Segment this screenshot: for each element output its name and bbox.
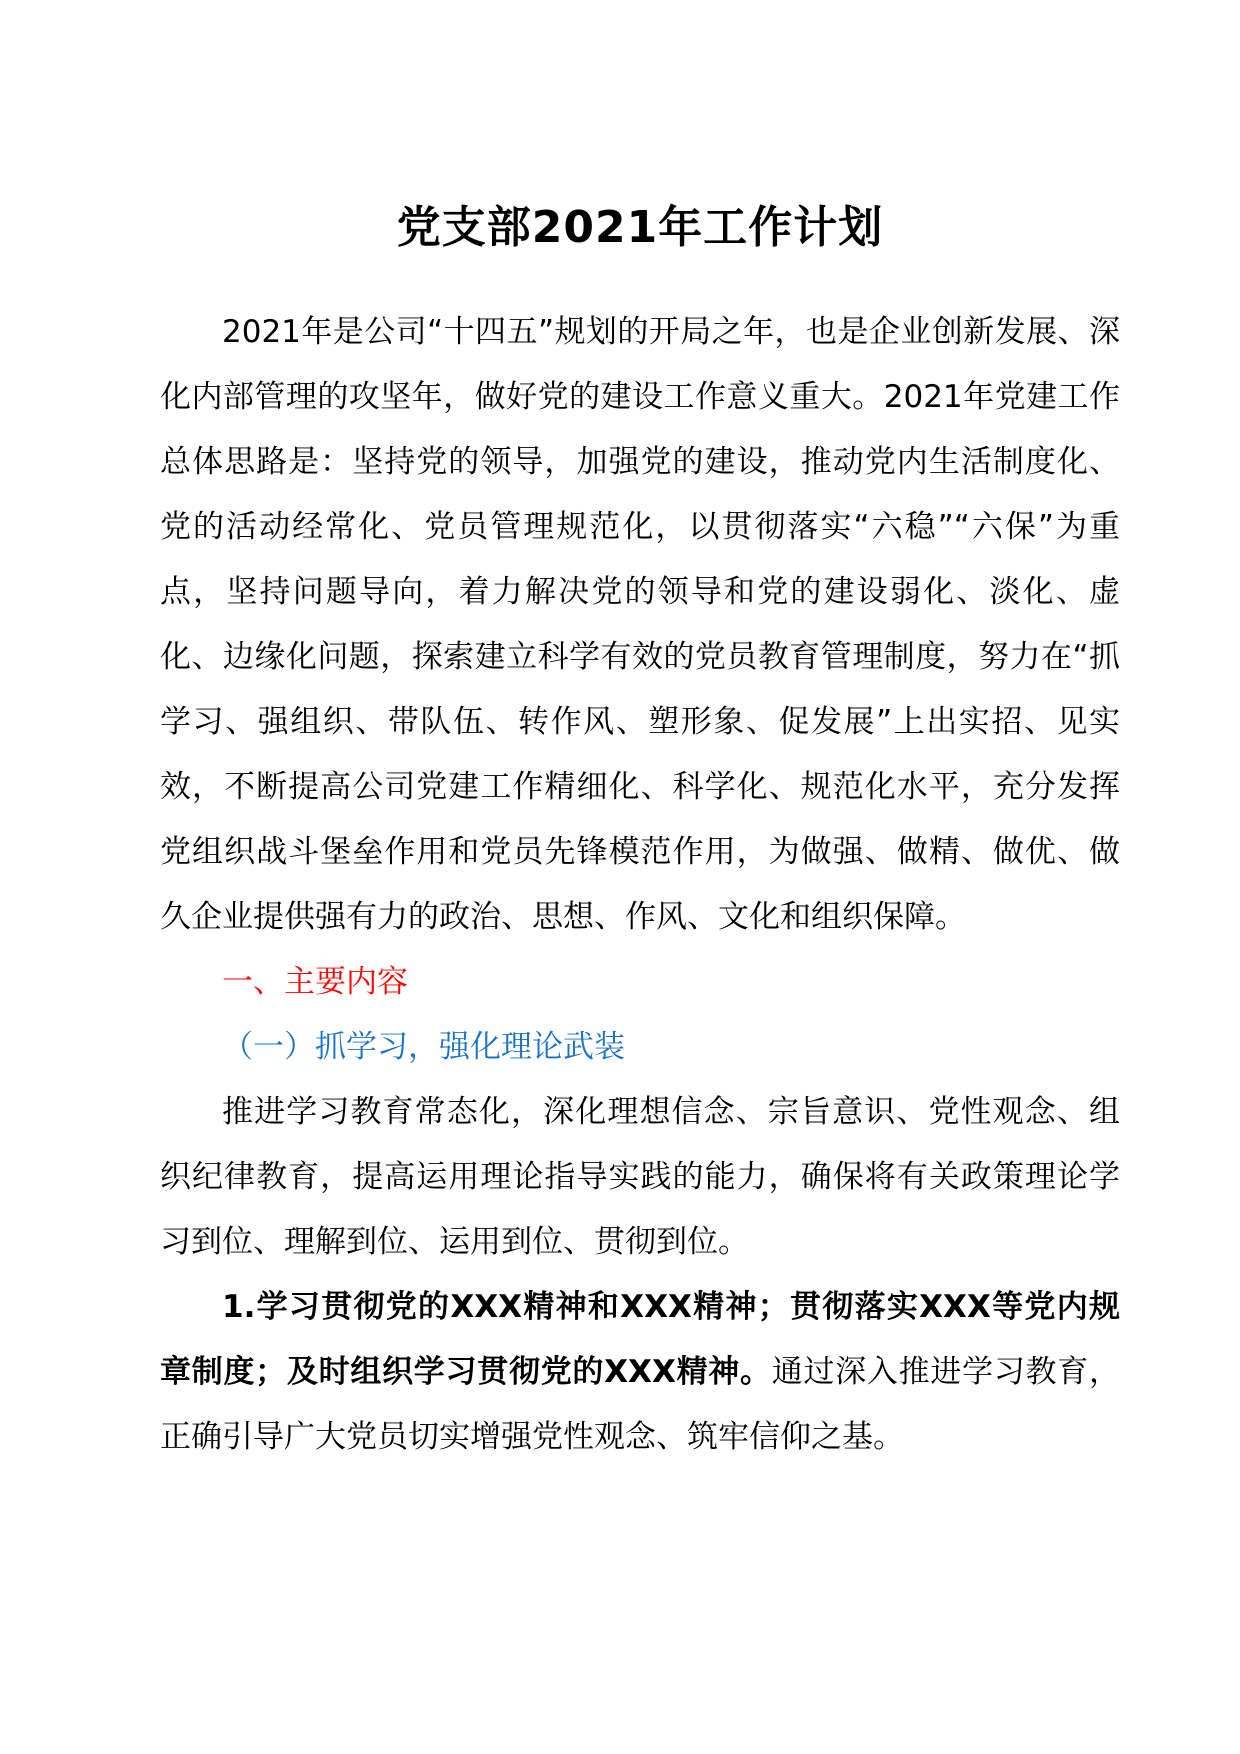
item-1-paragraph <box>160 1275 1120 1470</box>
section-heading: 一、主要内容 <box>222 964 408 1000</box>
item-1-bold-lead: 1.学习贯彻党的XXX精神和XXX精神；贯彻落实XXX等党内规章制度；及时组织学习贯彻党的XXX精神。 <box>160 1289 1120 1390</box>
subsection-heading: （一）抓学习，强化理论武装 <box>222 1029 625 1065</box>
document-page <box>160 196 1120 1470</box>
document-title: 党支部2021年工作计划 <box>396 202 884 253</box>
intro-paragraph: 2021年是公司“十四五”规划的开局之年，也是企业创新发展、深化内部管理的攻坚年，做好党的建设工作意义重大。2021年党建工作总体思路是：坚持党的领导，加强党的建设，推动党内生活制度化、党的活动经常化、党员管理规范化，以贯彻落实“六稳”“六保”为重点，坚持问题导向，着力解决党的领导和党的建设弱化、淡化、虚化、边缘化问题，探索建立科学有效的党员教育管理制度，努力在“抓学习、强组织、带队伍、转作风、塑形象、促发展”上出实招、见实效，不断提高公司党建工作精细化、科学化、规范化水平，充分发挥党组织战斗堡垒作用和党员先锋模范作用，为做强、做精、做优、做久企业提供强有力的政治、思想、作风、文化和组织保障。 <box>160 314 1120 935</box>
item-1-body: 通过深入推进学习教育，正确引导广大党员切实增强党性观念、筑牢信仰之基。 <box>160 1354 1120 1455</box>
subsection-paragraph: 推进学习教育常态化，深化理想信念、宗旨意识、党性观念、组织纪律教育，提高运用理论指导实践的能力，确保将有关政策理论学习到位、理解到位、运用到位、贯彻到位。 <box>160 1094 1120 1260</box>
